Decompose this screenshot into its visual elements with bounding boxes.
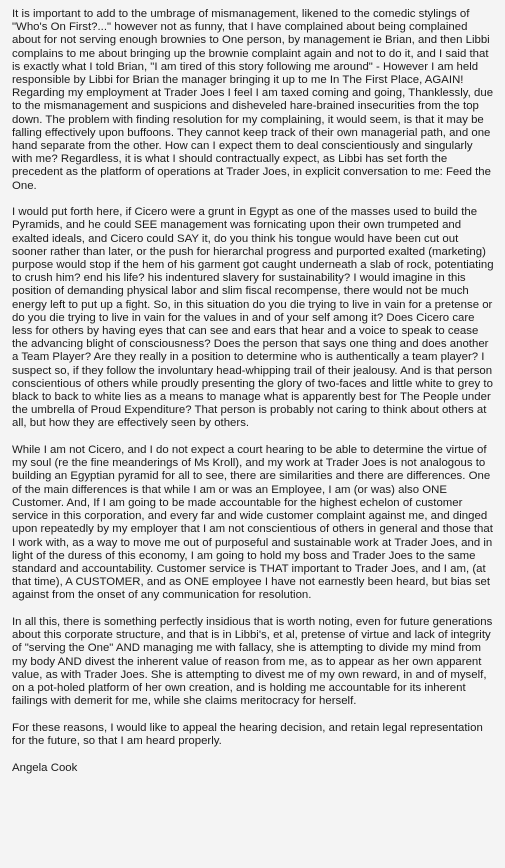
paragraph-2: I would put forth here, if Cicero were a grunt in Egypt as one of the masses used to build the Pyramids, and he could SEE management was fornicating upon their own trumpeted and exalted ideals, and Cicero could SAY it, do you think his tongue would have been cut out sooner rather than later, or the push for hierarchal progress and purported exalted (marketing) purpose would stop if the hem of his garment got caught underneath a slab of rock, potentiating to crush him? end his life? his indentured slavery for sustainability? I would imagine in this position of demanding physical labor and slim fiscal recompense, there would not be much energy left to put up a fight. So, in this situation do you die trying to live in vain for a pretense or do you die trying to live in vain for the values in and of your self among it? Does Cicero care less for others by having eyes that can see and ears that hear and a voice to speak to cease the advancing blight of consciousness? Does the person that says one thing and does another a Team Player? Are they really in a position to determine who is authentically a team player? I suspect so, if they follow the involuntary head-whipping trail of their jealousy. And is that person conscientious of others while proudly presenting the glory of two-faces and little white to grey to black to back to white lies as a means to manage what is apparently best for The People under the umbrella of Proud Expenditure? That person is probably not caring to think about others at all, but how they are effectively seen by others. xyxy=(12,206,494,430)
paragraph-3: While I am not Cicero, and I do not expect a court hearing to be able to determine the virtue of my soul (re the fine meanderings of Ms Kroll), and my work at Trader Joes is not analogous to building an Egyptian pyramid for all to see, there are similarities and there are differences. One of the main differences is that while I am or was an Employee, I am (or was) also ONE Customer. And, If I am going to be made accountable for the highest echelon of customer service in this corporation, and every far and wide customer complaint against me, and dinged upon repeatedly by my employer that I am not conscientious of others in general and those that I work with, as a way to move me out of purposeful and sustainable work at Trader Joes, and in light of the duress of this economy, I am going to hold my boss and Trader Joes to the same standard and accountability. Customer service is THAT important to Trader Joes, and I am, (at that time), A CUSTOMER, and as ONE employee I have not earnestly been heard, but bias set against from the onset of any communication for resolution. xyxy=(12,444,493,602)
paragraph-5: For these reasons, I would like to appeal the hearing decision, and retain legal representation for the future, so that I am heard properly. xyxy=(12,721,483,747)
paragraph-1: It is important to add to the umbrage of mismanagement, likened to the comedic stylings of "Who's On First?..." however not as funny, that I have complained about being complained about for not serving enough brownies to One person, by management ie Brian, and then Libbi complains to me about bringing up the brownie complaint again and not to do it, and I said that is exactly what I told Brian, "I am tired of this story following me around" - However I am held responsible by Libbi for Brian the manager bringing it up to me In The First Place, AGAIN! Regarding my employment at Trader Joes I feel I am taxed coming and going, Thanklessly, due to the mismanagement and suspicions and disheveled hare-brained insecurities from the top down. The problem with finding resolution for my complaining, it would seem, is that it may be falling effectively upon buffoons. They cannot keep track of their own managerial path, and one hand separate from the other. How can I expect them to deal conscientiously and singularly with me? Regardless, it is what I should contractually expect, as Libbi has set forth the precedent as the platform of operations at Trader Joes, in explicit conversation to me: Feed the One. xyxy=(12,8,494,192)
paragraph-4: In all this, there is something perfectly insidious that is worth noting, even for future generations about this corporate structure, and that is in Libbi's, et al, pretense of virtue and lack of integrity of "serving the One" AND managing me with fallacy, she is attempting to divide my mind from my body AND divest the inherent value of reason from me, as to appear as her own apparent value, as with Trader Joes. She is attempting to divest me of my own reward, in and of myself, on a pot-holed platform of her own creation, and is holding me accountable for its inherent failings with demerit for me, while she claims meritocracy for herself. xyxy=(12,615,493,708)
signature: Angela Cook xyxy=(12,761,78,774)
